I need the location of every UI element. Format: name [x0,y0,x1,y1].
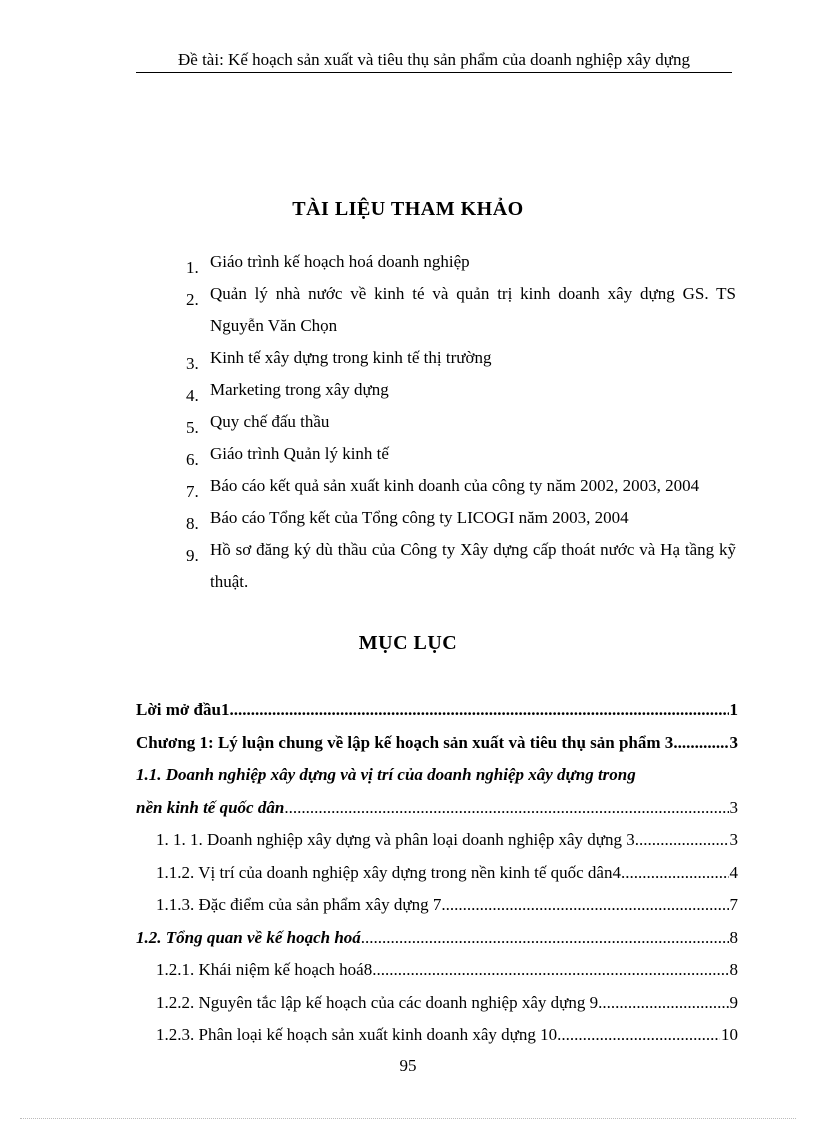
toc-entry[interactable] [136,759,738,792]
toc-leader [621,857,729,890]
toc-entry[interactable] [136,857,738,890]
toc-leader [557,1019,720,1052]
document-header [136,48,732,73]
toc-entry-label: Chương 1: Lý luận chung về lập kế hoạch sản xuất và tiêu thụ sản phẩm 3 [136,732,674,752]
toc-entry[interactable] [136,922,738,955]
toc-entry-label: 1.2. Tổng quan về kế hoạch hoá [136,927,361,947]
header-text: Đề tài: Kế hoạch sản xuất và tiêu thụ sản phẩm của doanh nghiệp xây dựng [178,50,690,69]
toc-page-number: 3 [729,797,738,817]
reference-number: 5. [186,418,199,437]
reference-text: Hồ sơ đăng ký dù thầu của Công ty Xây dựng cấp thoát nước và Hạ tầng kỹ thuật. [210,540,736,591]
reference-text: Marketing trong xây dựng [210,380,389,399]
toc-page-number: 3 [729,732,738,752]
reference-number: 6. [186,450,199,469]
toc-entry-label: 1.1.2. Vị trí của doanh nghiệp xây dựng trong nền kinh tế quốc dân4 [156,862,621,882]
toc-entry-label: 1.2.1. Khái niệm kế hoạch hoá8 [156,960,373,979]
reference-text: Quản lý nhà nước về kinh té và quản trị kinh doanh xây dựng GS. TS Nguyễn Văn Chọn [210,284,736,335]
toc-leader [284,792,728,825]
reference-number: 8. [186,514,199,533]
toc-page-number: 1 [729,700,738,719]
page-number: 95 [399,1056,417,1075]
toc-entry[interactable] [136,824,738,857]
toc-page-number: 9 [729,992,738,1012]
reference-item [186,502,736,534]
reference-item [186,470,736,502]
toc-title: MỤC LỤC [358,632,458,654]
toc-page-number: 8 [729,927,738,947]
footer-divider [20,1118,796,1119]
toc-entry-label: 1.1. Doanh nghiệp xây dựng và vị trí của doanh nghiệp xây dựng trong [136,765,636,784]
toc-entry-label: 1.1.3. Đặc điểm của sản phẩm xây dựng 7 [156,895,442,914]
reference-item [186,278,736,342]
reference-number: 7. [186,482,199,501]
toc-entry-label: Lời mở đầu1 [136,700,230,719]
reference-text: Giáo trình Quản lý kinh tế [210,444,389,463]
toc-leader [229,694,728,727]
reference-item [186,406,736,438]
toc-entry[interactable] [136,987,738,1020]
toc-entry[interactable] [136,727,738,760]
reference-item [186,342,736,374]
reference-number: 4. [186,386,199,405]
reference-text: Giáo trình kế hoạch hoá doanh nghiệp [210,252,470,271]
reference-text: Quy chế đấu thầu [210,412,330,431]
reference-number: 3. [186,354,199,373]
toc-leader [598,987,728,1020]
toc-page-number: 10 [721,1025,738,1044]
toc-leader [372,954,728,987]
reference-text: Báo cáo kết quả sản xuất kinh doanh của công ty năm 2002, 2003, 2004 [210,476,700,495]
reference-number: 1. [186,258,199,277]
reference-text: Kinh tế xây dựng trong kinh tế thị trường [210,348,492,367]
reference-item [186,374,736,406]
toc-leader [673,727,728,760]
toc-leader [361,922,729,955]
toc-page-number: 4 [729,862,738,882]
toc-entry[interactable] [136,954,738,987]
reference-item [186,438,736,470]
toc-leader [635,824,729,857]
references-list [186,246,736,598]
toc-entry-label: 1. 1. 1. Doanh nghiệp xây dựng và phân loại doanh nghiệp xây dựng 3 [156,830,635,849]
reference-number: 2. [186,290,199,309]
toc-entry[interactable] [136,889,738,922]
toc-entry-continuation[interactable] [136,792,738,825]
reference-number: 9. [186,546,199,565]
toc-entry[interactable] [136,1019,738,1052]
reference-item [186,534,736,598]
toc-leader [441,889,728,922]
toc-page-number: 3 [729,830,738,849]
toc-entry[interactable] [136,694,738,727]
reference-item [186,246,736,278]
references-title: TÀI LIỆU THAM KHẢO [292,198,524,220]
toc-page-number: 8 [729,960,738,979]
toc-page-number: 7 [729,895,738,914]
toc-entry-label: 1.2.2. Nguyên tắc lập kế hoạch của các doanh nghiệp xây dựng 9 [156,992,599,1012]
table-of-contents [136,694,738,1052]
toc-entry-label: 1.2.3. Phân loại kế hoạch sản xuất kinh doanh xây dựng 10 [156,1025,558,1044]
reference-text: Báo cáo Tổng kết của Tổng công ty LICOGI năm 2003, 2004 [210,508,629,527]
toc-entry-label: nền kinh tế quốc dân [136,797,285,817]
